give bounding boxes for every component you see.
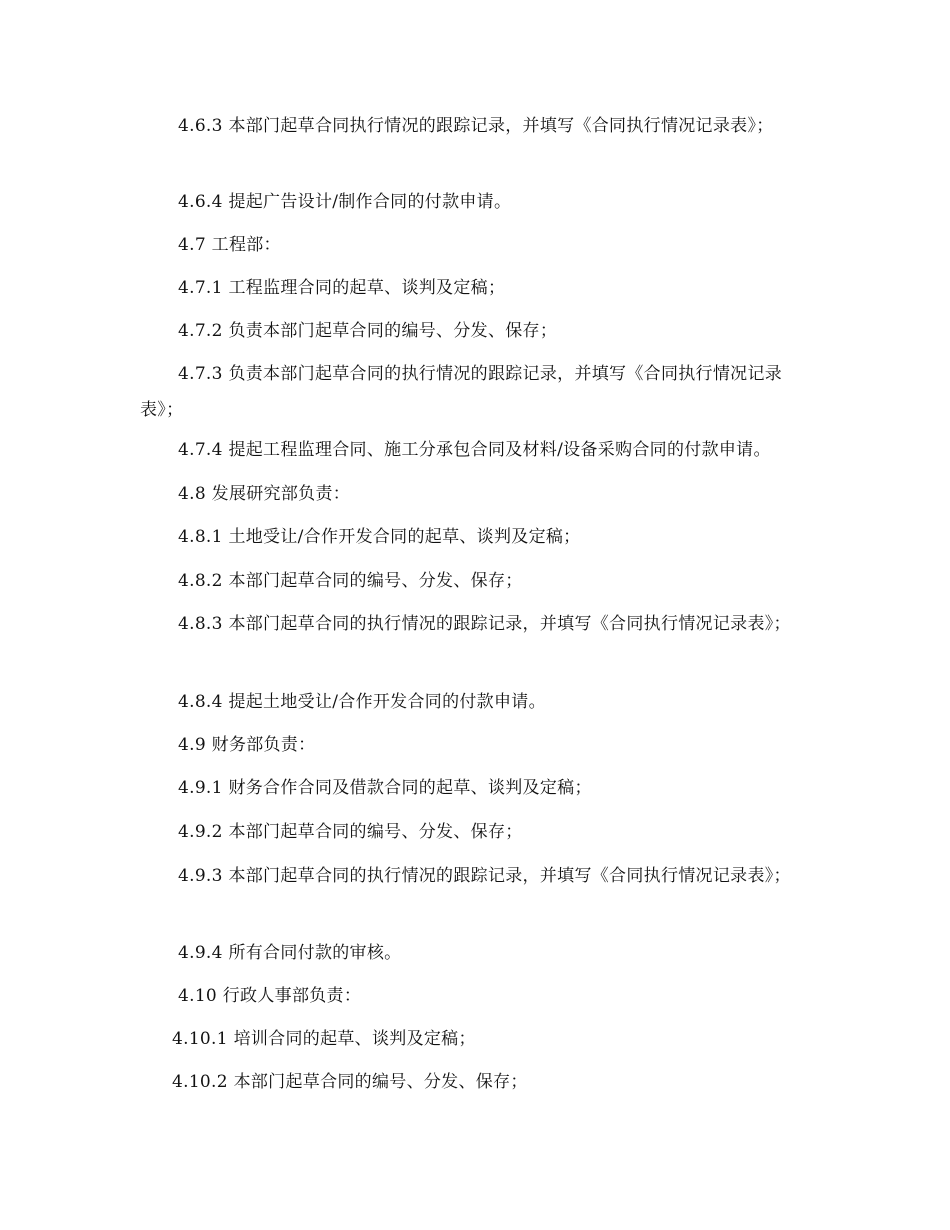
paragraph-4-8-1: 4.8.1 土地受让/合作开发合同的起草、谈判及定稿； (178, 527, 581, 547)
paragraph-4-10-1: 4.10.1 培训合同的起草、谈判及定稿； (172, 1029, 476, 1049)
paragraph-4-7-3: 4.7.3 负责本部门起草合同的执行情况的跟踪记录，并填写《合同执行情况记录表》； (140, 364, 783, 420)
paragraph-4-8-4: 4.8.4 提起土地受让/合作开发合同的付款申请。 (178, 692, 546, 712)
paragraph-4-8-3: 4.8.3 本部门起草合同的执行情况的跟踪记录，并填写《合同执行情况记录表》； (178, 614, 791, 634)
paragraph-4-7-4: 4.7.4 提起工程监理合同、施工分承包合同及材料/设备采购合同的付款申请。 (178, 440, 771, 460)
paragraph-4-6-3: 4.6.3 本部门起草合同执行情况的跟踪记录，并填写《合同执行情况记录表》； (178, 116, 774, 136)
paragraph-4-10-2: 4.10.2 本部门起草合同的编号、分发、保存； (172, 1072, 528, 1092)
paragraph-4-8-2: 4.8.2 本部门起草合同的编号、分发、保存； (178, 571, 523, 591)
paragraph-4-7-2: 4.7.2 负责本部门起草合同的编号、分发、保存； (178, 321, 558, 341)
paragraph-4-9-3: 4.9.3 本部门起草合同的执行情况的跟踪记录，并填写《合同执行情况记录表》； (178, 866, 791, 886)
paragraph-4-7-1: 4.7.1 工程监理合同的起草、谈判及定稿； (178, 278, 506, 298)
paragraph-4-6-4: 4.6.4 提起广告设计/制作合同的付款申请。 (178, 192, 512, 212)
heading-4-7: 4.7 工程部： (178, 235, 281, 255)
heading-4-8: 4.8 发展研究部负责： (178, 484, 351, 504)
paragraph-4-9-2: 4.9.2 本部门起草合同的编号、分发、保存； (178, 822, 523, 842)
heading-4-10: 4.10 行政人事部负责： (178, 986, 362, 1006)
heading-4-9: 4.9 财务部负责： (178, 735, 316, 755)
paragraph-4-9-1: 4.9.1 财务合作合同及借款合同的起草、谈判及定稿； (178, 778, 592, 798)
paragraph-4-9-4: 4.9.4 所有合同付款的审核。 (178, 943, 402, 963)
